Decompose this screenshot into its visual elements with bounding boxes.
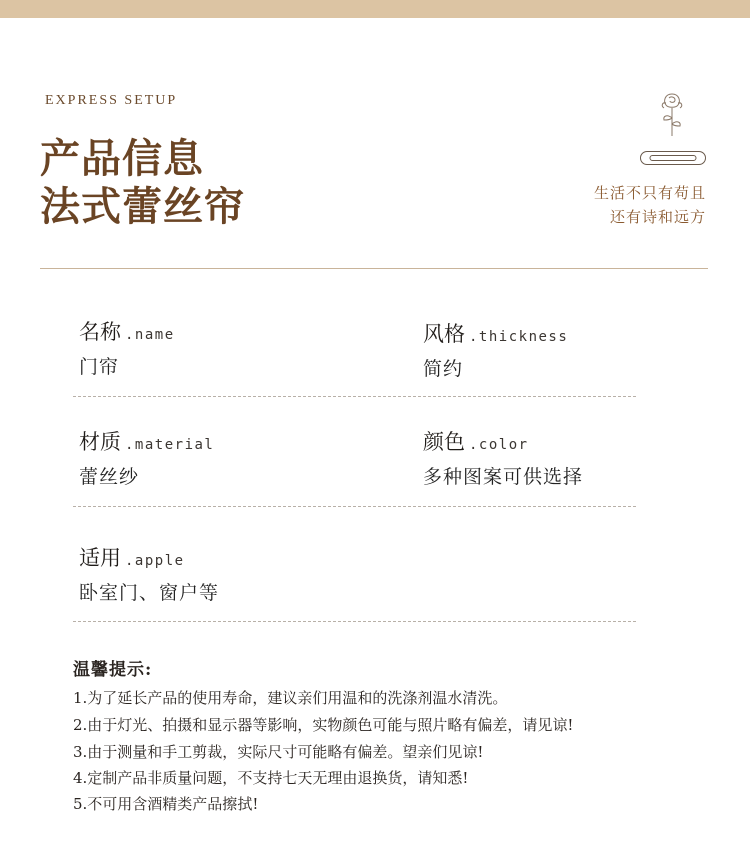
tip-item: 2.由于灯光、拍摄和显示器等影响，实物颜色可能与照片略有偏差，请见谅! <box>73 716 574 734</box>
dashed-divider <box>73 506 636 507</box>
pill-ornament <box>640 151 706 165</box>
spec-label-style <box>423 324 568 345</box>
spec-label-usage-en: .apple <box>125 553 185 569</box>
spec-label-name <box>79 322 175 343</box>
top-color-band <box>0 0 750 18</box>
spec-value-style: 简约 <box>423 358 464 380</box>
spec-label-style-cn: 风格 <box>423 322 465 346</box>
slogan-line-1: 生活不只有苟且 <box>593 184 706 202</box>
tip-item: 4.定制产品非质量问题，不支持七天无理由退换货，请知悉! <box>73 769 469 787</box>
spec-value-material: 蕾丝纱 <box>79 466 140 488</box>
rose-icon <box>652 90 692 138</box>
tips-title: 温馨提示: <box>73 660 153 680</box>
header-divider <box>40 268 708 269</box>
spec-value-usage: 卧室门、窗户等 <box>79 582 220 604</box>
spec-value-name: 门帘 <box>79 356 120 378</box>
spec-label-style-en: .thickness <box>469 329 569 345</box>
spec-label-name-cn: 名称 <box>79 320 121 344</box>
product-title: 法式蕾丝帘 <box>40 184 245 230</box>
dashed-divider <box>73 621 636 622</box>
spec-label-name-en: .name <box>125 327 175 343</box>
spec-label-material-en: .material <box>125 437 215 453</box>
tip-item: 1.为了延长产品的使用寿命，建议亲们用温和的洗涤剂温水清洗。 <box>73 689 508 707</box>
dashed-divider <box>73 396 636 397</box>
slogan-line-2: 还有诗和远方 <box>609 208 706 226</box>
spec-label-usage-cn: 适用 <box>79 546 121 570</box>
tip-item: 3.由于测量和手工剪裁，实际尺寸可能略有偏差。望亲们见谅! <box>73 743 484 761</box>
spec-label-color-cn: 颜色 <box>423 430 465 454</box>
tip-item: 5.不可用含酒精类产品擦拭! <box>73 795 259 813</box>
spec-label-usage <box>79 548 185 569</box>
page-title: 产品信息 <box>40 136 204 182</box>
spec-value-color: 多种图案可供选择 <box>423 466 584 488</box>
spec-label-material-cn: 材质 <box>79 430 121 454</box>
spec-label-color <box>423 432 529 453</box>
spec-label-color-en: .color <box>469 437 529 453</box>
spec-label-material <box>79 432 214 453</box>
kicker-text: EXPRESS SETUP <box>45 93 178 108</box>
